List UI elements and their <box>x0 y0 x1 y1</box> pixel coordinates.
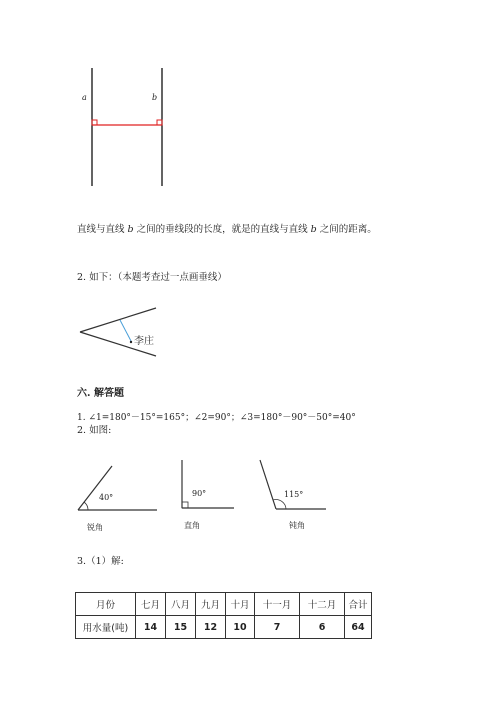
value-cell: 64 <box>345 616 372 639</box>
angle-degree: 40° <box>99 493 114 502</box>
value-cell: 15 <box>166 616 196 639</box>
label-a: a <box>82 93 87 102</box>
road-upper <box>80 308 156 332</box>
village-point <box>130 341 132 343</box>
header-cell: 十一月 <box>255 593 300 616</box>
header-cell: 合计 <box>345 593 372 616</box>
section6-heading: 六. 解答题 <box>77 388 124 399</box>
ray-slanted <box>78 466 112 510</box>
header-cell: 八月 <box>166 593 196 616</box>
angle-obtuse-figure <box>252 458 334 538</box>
value-cell: 12 <box>196 616 226 639</box>
angle-caption: 钝角 <box>289 521 305 530</box>
header-cell: 七月 <box>136 593 166 616</box>
right-angle-mark-a <box>92 120 97 125</box>
table-row <box>76 616 372 639</box>
answer2: 2. 如图: <box>77 425 112 436</box>
perpendicular-line <box>120 320 131 341</box>
right-angle-mark-b <box>157 120 162 125</box>
table-header-row <box>76 593 372 616</box>
q2-title: 2. 如下：（本题考查过一点画垂线） <box>77 272 227 283</box>
header-cell: 月份 <box>76 593 136 616</box>
village-label: 李庄 <box>134 336 154 347</box>
angle-degree: 90° <box>192 489 207 498</box>
label-b: b <box>152 93 158 102</box>
angle-caption: 锐角 <box>87 523 103 532</box>
value-cell: 10 <box>226 616 255 639</box>
header-cell: 十月 <box>226 593 255 616</box>
right-angle-mark <box>182 502 188 508</box>
distance-sentence: 直线与直线 b 之间的垂线段的长度，就是的直线与直线 b 之间的距离。 <box>77 224 377 235</box>
angle-right-figure <box>172 458 242 538</box>
value-cell: 7 <box>255 616 300 639</box>
angle-degree: 115° <box>284 490 304 499</box>
header-cell: 十二月 <box>300 593 345 616</box>
village-perpendicular-figure <box>76 302 186 362</box>
angle-arc <box>84 502 88 510</box>
value-cell: 6 <box>300 616 345 639</box>
answer1: 1. ∠1=180°－15°=165°；∠2=90°；∠3=180°－90°－50°=40° <box>77 413 356 423</box>
row-label-cell: 用水量(吨) <box>76 616 136 639</box>
water-usage-table <box>75 592 372 639</box>
answer3: 3.（1）解: <box>77 556 124 567</box>
angle-acute-figure <box>72 458 167 538</box>
parallel-lines-figure <box>70 60 190 195</box>
header-cell: 九月 <box>196 593 226 616</box>
ray-slanted <box>260 460 276 509</box>
value-cell: 14 <box>136 616 166 639</box>
angle-caption: 直角 <box>184 521 200 530</box>
